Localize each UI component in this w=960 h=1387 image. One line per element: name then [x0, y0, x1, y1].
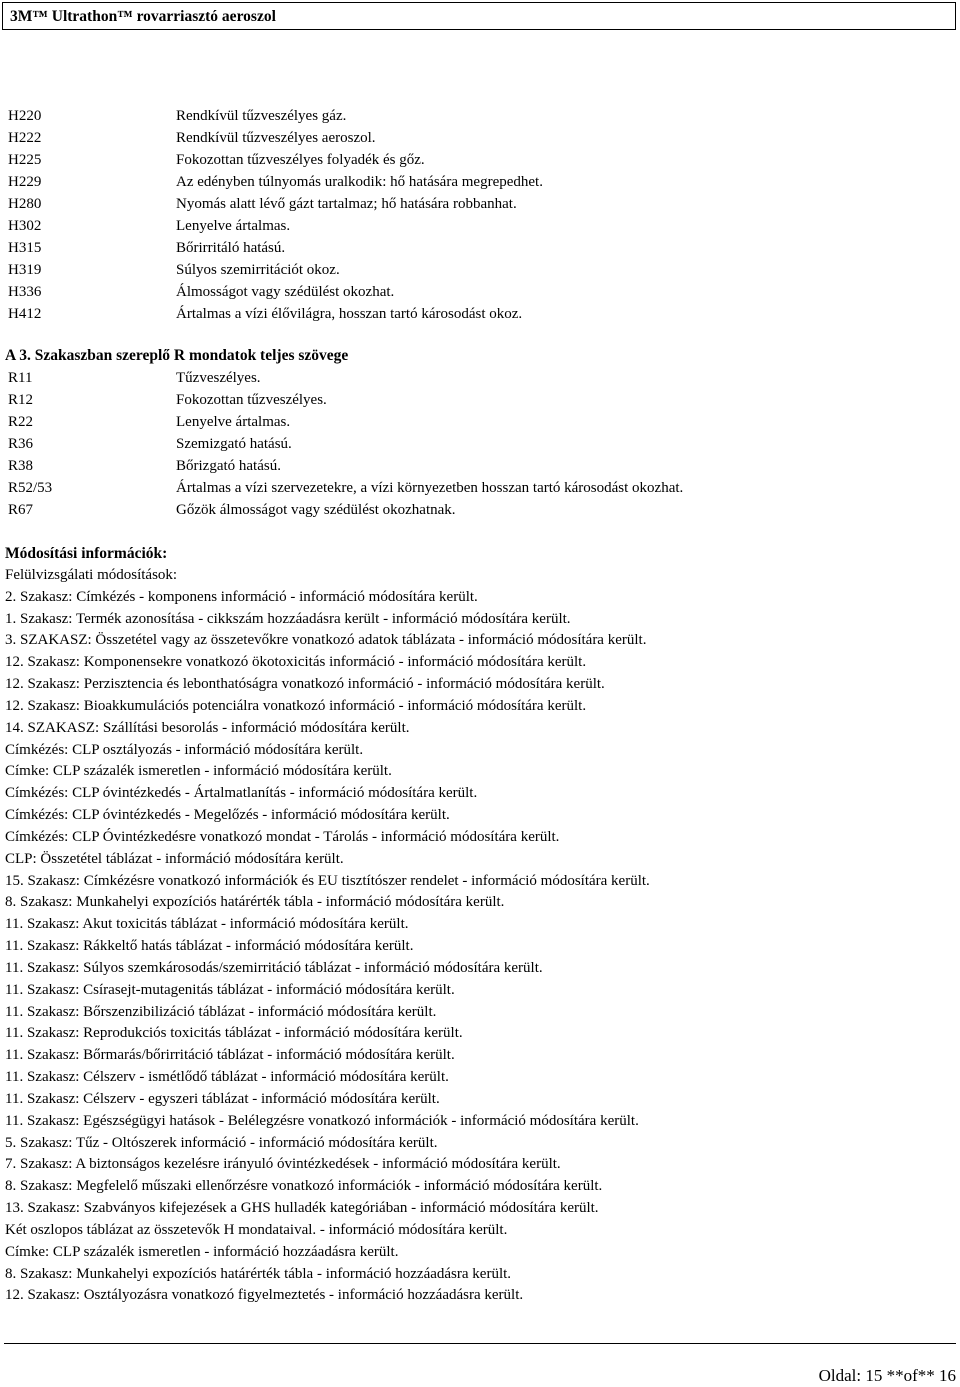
h-statement-row-text: Rendkívül tűzveszélyes gáz. [176, 108, 347, 124]
r-phrase-row-text: Szemizgató hatású. [176, 436, 292, 452]
h-statement-row-code: H222 [8, 130, 42, 146]
h-statement-row-text: Lenyelve ártalmas. [176, 218, 291, 234]
h-statement-row-code: H229 [8, 174, 42, 190]
h-statement-row-text: Ártalmas a vízi élővilágra, hosszan tartó károsodást okoz. [176, 306, 523, 322]
r-phrase-row-text: Gőzök álmosságot vagy szédülést okozhatnak. [176, 502, 456, 518]
modification-item: 15. Szakasz: Címkézésre vonatkozó információk és EU tisztítószer rendelet - információ módosítára került. [5, 872, 650, 889]
modification-item: 11. Szakasz: Akut toxicitás táblázat - információ módosítára került. [5, 916, 409, 933]
modification-item: Címkézés: CLP Óvintézkedésre vonatkozó mondat - Tárolás - információ módosítára került. [5, 828, 560, 845]
modification-item: Két oszlopos táblázat az összetevők H mondataival. - információ módosítára került. [5, 1221, 508, 1238]
modification-item: 11. Szakasz: Bőrmarás/bőrirritáció táblázat - információ módosítára került. [5, 1047, 455, 1064]
modification-item: 3. SZAKASZ: Összetétel vagy az összetevőkre vonatkozó adatok táblázata - információ módosítára került. [5, 632, 647, 649]
modification-item: Címkézés: CLP óvintézkedés - Megelőzés - információ módosítára került. [5, 807, 450, 824]
modification-item: 11. Szakasz: Célszerv - egyszeri táblázat - információ módosítára került. [5, 1090, 440, 1107]
modification-item: 11. Szakasz: Súlyos szemkárosodás/szemirritáció táblázat - információ módosítára került. [5, 959, 543, 976]
modification-item: 12. Szakasz: Osztályozásra vonatkozó figyelmeztetés - információ hozzáadásra került. [5, 1287, 524, 1304]
modification-item: Címke: CLP százalék ismeretlen - információ hozzáadásra került. [5, 1243, 399, 1260]
modification-item: 12. Szakasz: Bioakkumulációs potenciálra vonatkozó információ - információ módosítára került. [5, 697, 587, 714]
modification-item: Címke: CLP százalék ismeretlen - információ módosítára került. [5, 763, 392, 780]
r-phrase-row-code: R36 [8, 436, 34, 452]
modification-item: 11. Szakasz: Rákkeltő hatás táblázat - információ módosítára került. [5, 938, 414, 955]
modification-item: Címkézés: CLP óvintézkedés - Ártalmatlanítás - információ módosítára került. [5, 785, 478, 802]
r-phrase-row-code: R22 [8, 414, 34, 430]
modification-item: 12. Szakasz: Perzisztencia és lebonthatóságra vonatkozó információ - információ módosítára került. [5, 676, 605, 693]
h-statement-row-text: Nyomás alatt lévő gázt tartalmaz; hő hatására robbanhat. [176, 196, 517, 212]
r-phrase-row-text: Tűzveszélyes. [176, 370, 261, 386]
r-phrase-row-code: R67 [8, 502, 34, 518]
modification-item: 8. Szakasz: Munkahelyi expozíciós határérték tábla - információ hozzáadásra került. [5, 1265, 512, 1282]
modifications-title: Módosítási információk: [5, 545, 168, 562]
r-phrase-row-code: R11 [8, 370, 33, 386]
h-statement-row-code: H319 [8, 262, 42, 278]
h-statement-row-code: H280 [8, 196, 42, 212]
r-phrase-row-code: R52/53 [8, 480, 53, 496]
modification-item: 7. Szakasz: A biztonságos kezelésre irányuló óvintézkedések - információ módosítára került. [5, 1156, 561, 1173]
modification-item: 11. Szakasz: Egészségügyi hatások - Belélegzésre vonatkozó információk - információ módosítára került. [5, 1112, 639, 1129]
h-statement-row-text: Rendkívül tűzveszélyes aeroszol. [176, 130, 376, 146]
document-header [2, 2, 956, 30]
r-phrase-row-text: Lenyelve ártalmas. [176, 414, 291, 430]
modification-item: Címkézés: CLP osztályozás - információ módosítára került. [5, 741, 364, 758]
footer-divider [4, 1343, 956, 1344]
modification-item: 8. Szakasz: Megfelelő műszaki ellenőrzésre vonatkozó információk - információ módosítára került. [5, 1178, 603, 1195]
modification-item: 11. Szakasz: Csírasejt-mutagenitás táblázat - információ módosítára került. [5, 981, 455, 998]
page-number: Oldal: 15 **of** 16 [818, 1366, 956, 1385]
r-phrases-section-title: A 3. Szakaszban szereplő R mondatok teljes szövege [5, 347, 349, 364]
h-statement-row-text: Súlyos szemirritációt okoz. [176, 262, 340, 278]
h-statement-row-code: H315 [8, 240, 42, 256]
r-phrase-row-code: R38 [8, 458, 34, 474]
modification-item: 11. Szakasz: Reprodukciós toxicitás táblázat - információ módosítára került. [5, 1025, 463, 1042]
h-statement-row-text: Az edényben túlnyomás uralkodik: hő hatására megrepedhet. [176, 174, 543, 190]
modification-item: 1. Szakasz: Termék azonosítása - cikkszám hozzáadásra került - információ módosítára került. [5, 610, 571, 627]
h-statement-row-code: H220 [8, 108, 42, 124]
h-statement-row-code: H412 [8, 306, 42, 322]
h-statement-row-code: H302 [8, 218, 42, 234]
modification-item: 5. Szakasz: Tűz - Oltószerek információ - információ módosítára került. [5, 1134, 438, 1151]
modification-item: 11. Szakasz: Célszerv - ismétlődő táblázat - információ módosítára került. [5, 1069, 449, 1086]
h-statement-row-text: Álmosságot vagy szédülést okozhat. [176, 284, 395, 300]
modifications-subtitle: Felülvizsgálati módosítások: [5, 567, 178, 583]
modification-item: 2. Szakasz: Címkézés - komponens információ - információ módosítára került. [5, 588, 478, 605]
r-phrase-row-code: R12 [8, 392, 34, 408]
h-statement-row-text: Bőrirritáló hatású. [176, 240, 286, 256]
document-title: 3M™ Ultrathon™ rovarriasztó aeroszol [10, 8, 276, 25]
r-phrase-row-text: Ártalmas a vízi szervezetekre, a vízi környezetben hosszan tartó károsodást okozhat. [176, 480, 684, 496]
modification-item: 12. Szakasz: Komponensekre vonatkozó ökotoxicitás információ - információ módosítára került. [5, 654, 587, 671]
r-phrase-row-text: Bőrizgató hatású. [176, 458, 281, 474]
h-statement-row-code: H336 [8, 284, 42, 300]
r-phrase-row-text: Fokozottan tűzveszélyes. [176, 392, 327, 408]
modification-item: CLP: Összetétel táblázat - információ módosítára került. [5, 850, 344, 867]
modification-item: 8. Szakasz: Munkahelyi expozíciós határérték tábla - információ módosítára került. [5, 894, 505, 911]
h-statement-row-text: Fokozottan tűzveszélyes folyadék és gőz. [176, 152, 425, 168]
modification-item: 11. Szakasz: Bőrszenzibilizáció táblázat - információ módosítára került. [5, 1003, 437, 1020]
modification-item: 13. Szakasz: Szabványos kifejezések a GHS hulladék kategóriában - információ módosítára került. [5, 1200, 599, 1217]
modification-item: 14. SZAKASZ: Szállítási besorolás - információ módosítára került. [5, 719, 410, 736]
h-statement-row-code: H225 [8, 152, 42, 168]
modification-list [5, 565, 650, 1307]
